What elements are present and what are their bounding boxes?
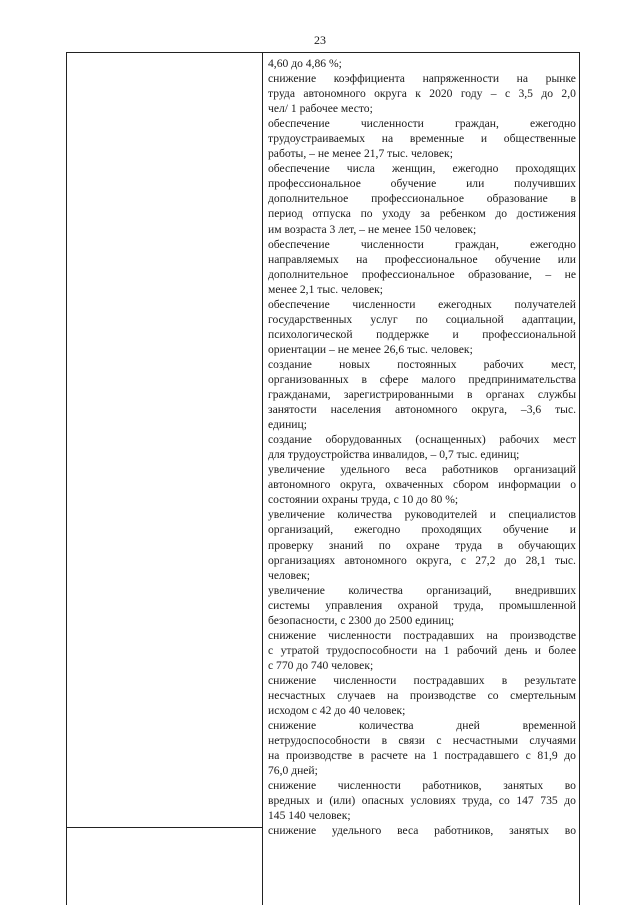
text-line: безопасности, с 2300 до 2500 единиц; [268,613,455,627]
text-line: увеличение количества организаций, внедривших [268,583,576,597]
text-line: менее 2,1 тыс. человек; [268,282,384,296]
text-line: 145 140 человек; [268,809,351,823]
text-line: нетрудоспособности в связи с несчастными случаями [268,734,576,748]
text-line: на производстве в расчете на 1 пострадавшего с 81,9 до [268,749,576,763]
page-number: 23 [314,33,326,47]
text-line: организациях автономного округа, с 27,2 до 28,1 тыс. [268,553,576,567]
text-line: состоянии охраны труда, с 10 до 80 %; [268,493,459,507]
text-line: период отпуска по уходу за ребенком до достижения [268,207,576,221]
text-line: проверку знаний по охране труда в обучающих [268,538,576,552]
text-line: трудоустраиваемых на временные и общественные [268,132,576,146]
text-line: человек; [268,568,310,582]
text-line: с 770 до 740 человек; [268,658,374,672]
text-line: для трудоустройства инвалидов, – 0,7 тыс. единиц; [268,448,520,462]
text-line: организованных в сфере малого предпринимательства [268,372,576,386]
text-line: 76,0 дней; [268,764,318,778]
text-line: снижение численности пострадавших в результате [268,673,576,687]
text-line: ориентации – не менее 26,6 тыс. человек; [268,342,473,356]
text-line: единиц; [268,418,307,432]
text-line: 4,60 до 4,86 %; [268,57,342,70]
text-line: работы, – не менее 21,7 тыс. человек; [268,147,453,161]
text-line: снижение удельного веса работников, занятых во [268,824,576,838]
text-line: дополнительное профессиональное образование в [268,192,576,206]
text-line: государственных услуг по социальной адаптации, [268,312,576,326]
table-left-column [67,53,263,905]
text-line: создание новых постоянных рабочих мест, [268,357,576,371]
text-line: вредных и (или) опасных условиях труда, со 147 735 до [268,794,576,808]
table-right-column [268,56,576,906]
text-line: занятости населения автономного округа, –3,6 тыс. [268,403,576,417]
text-line: с утратой трудоспособности на 1 рабочий день и более [268,643,576,657]
text-line: снижение коэффициента напряженности на рынке [268,72,576,86]
text-line: исходом с 42 до 40 человек; [268,704,406,718]
text-line: системы управления охраной труда, промышленной [268,598,576,612]
text-line: психологической поддержке и профессиональной [268,327,576,341]
text-line: снижение количества дней временной [268,719,576,733]
text-line: организаций, ежегодно проходящих обучение и [268,523,576,537]
text-line: гражданами, зарегистрированными в органах службы [268,388,576,402]
text-line: направляемых на профессиональное обучение или [268,252,576,266]
text-line: профессиональное обучение или получивших [268,177,576,191]
table-row-divider [67,827,263,828]
text-line: обеспечение числа женщин, ежегодно проходящих [268,162,576,176]
document-table [66,52,580,905]
text-line: труда автономного округа к 2020 году – с 3,5 до 2,0 [268,87,576,101]
text-line: автономного округа, охваченных сбором информации о [268,478,576,492]
text-line: снижение численности пострадавших на производстве [268,628,576,642]
text-line: увеличение удельного веса работников организаций [268,463,576,477]
text-line: снижение численности работников, занятых во [268,779,576,793]
text-line: им возраста 3 лет, – не менее 150 человек; [268,222,477,236]
text-line: обеспечение численности граждан, ежегодно [268,237,576,251]
text-line: несчастных случаев на производстве со смертельным [268,688,576,702]
text-line: создание оборудованных (оснащенных) рабочих мест [268,433,576,447]
text-line: обеспечение численности ежегодных получателей [268,297,576,311]
text-line: увеличение количества руководителей и специалистов [268,508,576,522]
text-line: чел/ 1 рабочее место; [268,102,373,116]
text-line: обеспечение численности граждан, ежегодно [268,117,576,131]
text-line: дополнительное профессиональное образование, – не [268,267,576,281]
